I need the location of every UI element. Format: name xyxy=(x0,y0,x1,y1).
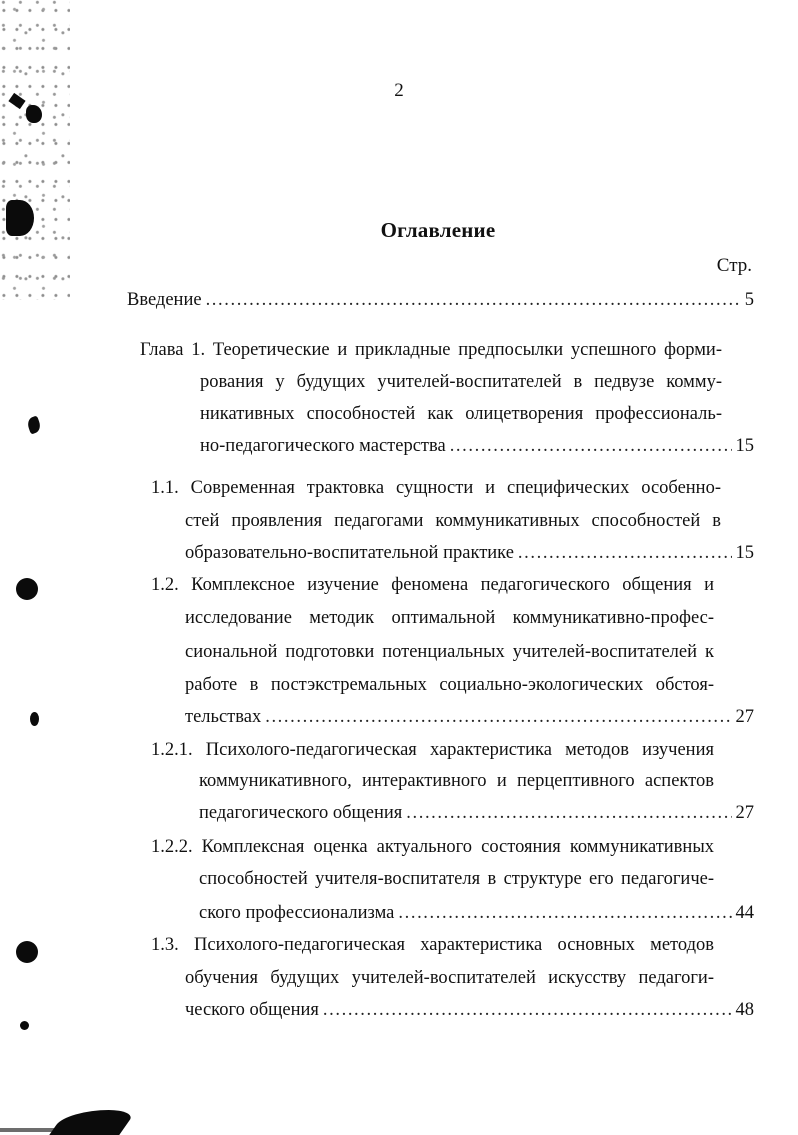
toc-entry-label: ского профессионализма xyxy=(199,903,395,923)
dot-leader xyxy=(206,288,741,312)
punch-hole xyxy=(16,578,38,600)
dot-leader xyxy=(398,901,731,925)
pages-column-header: Стр. xyxy=(716,255,752,276)
toc-chapter-1-line: никативных способностей как олицетворения профессиональ- xyxy=(200,404,722,424)
toc-section-1-2-1-line: коммуникативного, интерактивного и перцептивного аспектов xyxy=(199,771,714,791)
toc-section-1-3-line: обучения будущих учителей-воспитателей искусству педагоги- xyxy=(185,968,714,988)
dot-leader xyxy=(450,434,732,458)
dot-leader xyxy=(323,998,732,1022)
toc-section-1-1-line: стей проявления педагогами коммуникативных способностей в xyxy=(185,511,721,531)
scan-noise xyxy=(0,0,70,300)
dot-leader xyxy=(406,801,731,825)
toc-section-1-2-line[interactable]: 1.2. Комплексное изучение феномена педагогического общения и xyxy=(151,575,714,595)
page-number: 2 xyxy=(394,80,404,101)
scan-mark xyxy=(30,712,39,726)
scan-mark xyxy=(0,1128,60,1132)
punch-hole xyxy=(16,941,38,963)
toc-entry-page: 15 xyxy=(735,436,754,456)
toc-section-1-2-2-last-line xyxy=(199,901,754,925)
toc-entry-label: педагогического общения xyxy=(199,803,403,823)
dot-leader xyxy=(265,705,731,729)
scan-mark xyxy=(20,1021,29,1030)
toc-section-1-2-line: работе в постэкстремальных социально-экологических обстоя- xyxy=(185,675,714,695)
toc-section-1-1-line[interactable]: 1.1. Современная трактовка сущности и специфических особенно- xyxy=(151,478,721,498)
toc-entry-page: 27 xyxy=(735,707,754,727)
toc-entry-page: 5 xyxy=(744,290,754,310)
scan-mark xyxy=(26,105,42,123)
toc-section-1-2-2-line[interactable]: 1.2.2. Комплексная оценка актуального состояния коммуникативных xyxy=(151,837,714,857)
toc-entry-label: но-педагогического мастерства xyxy=(200,436,446,456)
toc-section-1-2-last-line xyxy=(185,705,754,729)
toc-entry-label: тельствах xyxy=(185,707,262,727)
toc-entry-page: 44 xyxy=(735,903,754,923)
toc-section-1-2-line: исследование методик оптимальной коммуникативно-профес- xyxy=(185,608,714,628)
toc-entry-label: образовательно-воспитательной практике xyxy=(185,543,514,563)
toc-section-1-3-last-line xyxy=(185,998,754,1022)
toc-section-1-2-line: сиональной подготовки потенциальных учителей-воспитателей к xyxy=(185,642,714,662)
toc-section-1-2-1-last-line xyxy=(199,801,754,825)
toc-section-1-3-line[interactable]: 1.3. Психолого-педагогическая характеристика основных методов xyxy=(151,935,714,955)
toc-section-1-2-2-line: способностей учителя-воспитателя в структуре его педагогиче- xyxy=(199,869,714,889)
toc-chapter-1-line[interactable]: Глава 1. Теоретические и прикладные предпосылки успешного форми- xyxy=(140,340,722,360)
toc-title: Оглавление xyxy=(380,218,496,242)
scan-mark xyxy=(26,415,43,434)
toc-entry-intro[interactable] xyxy=(127,288,754,312)
toc-section-1-2-1-line[interactable]: 1.2.1. Психолого-педагогическая характеристика методов изучения xyxy=(151,740,714,760)
toc-entry-label: Введение xyxy=(127,290,202,310)
toc-entry-page: 48 xyxy=(735,1000,754,1020)
toc-entry-label: ческого общения xyxy=(185,1000,319,1020)
toc-section-1-1-last-line xyxy=(185,541,754,565)
scan-mark xyxy=(49,1110,137,1135)
toc-entry-page: 15 xyxy=(735,543,754,563)
toc-chapter-1-line: рования у будущих учителей-воспитателей в педвузе комму- xyxy=(200,372,722,392)
dot-leader xyxy=(518,541,732,565)
toc-entry-page: 27 xyxy=(735,803,754,823)
toc-chapter-1-last-line xyxy=(200,434,754,458)
